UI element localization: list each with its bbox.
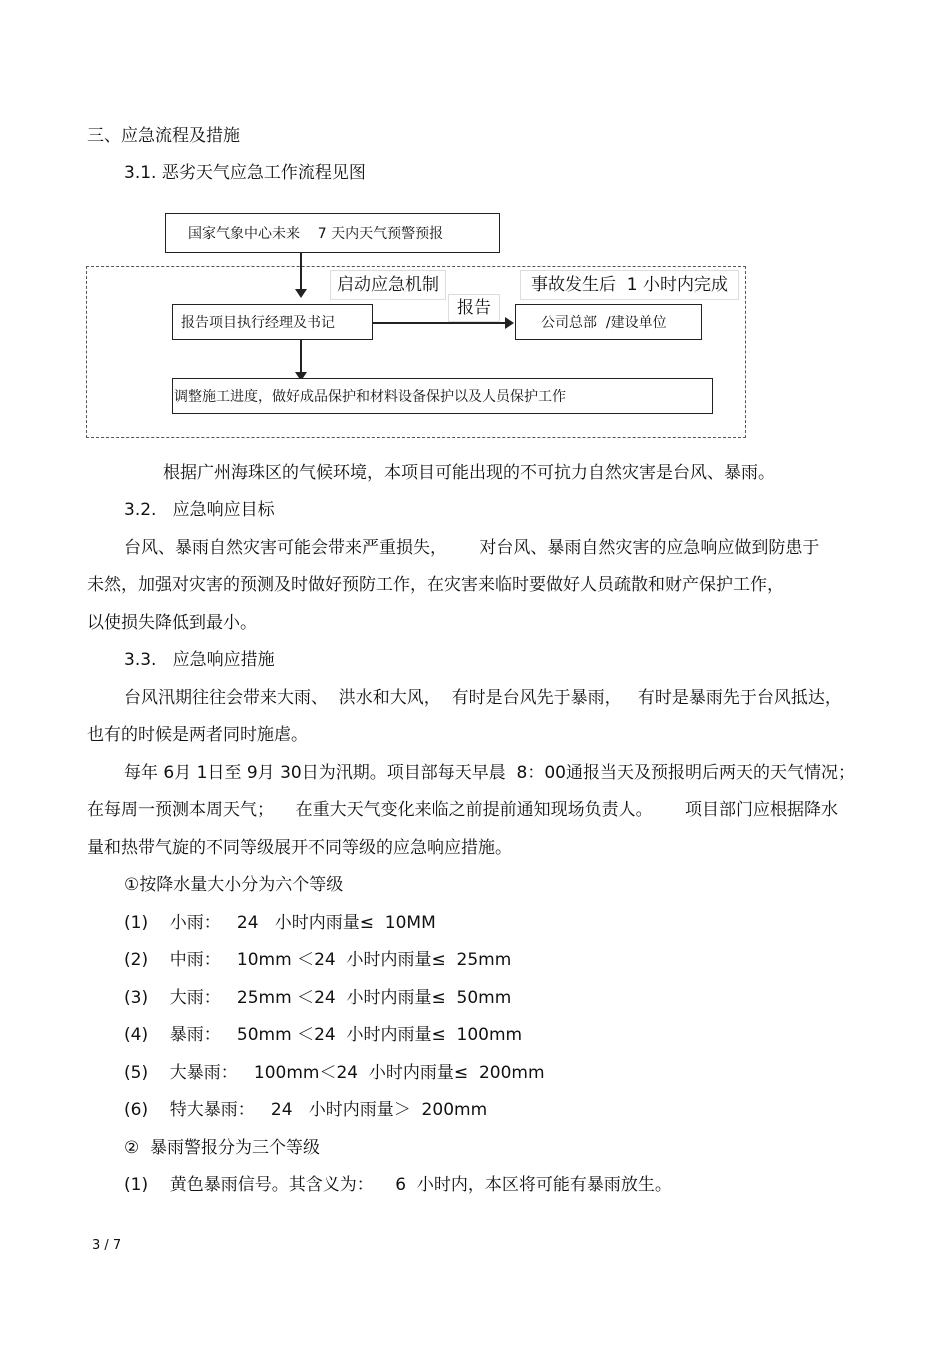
s33-line-2: 也有的时候是两者同时施虐。 [87, 725, 308, 745]
flow-box-headquarters: 公司总部 /建设单位 [515, 304, 702, 340]
s33-line-5: 量和热带气旋的不同等级展开不同等级的应急响应措施。 [87, 838, 512, 858]
flow-label-deadline: 事故发生后 1 小时内完成 [520, 270, 739, 300]
arrow-down-1 [300, 253, 302, 290]
rain-levels-heading: ①按降水量大小分为六个等级 [124, 875, 344, 895]
arrow-right [373, 322, 506, 324]
rain-level-item: (2) 中雨： 10mm ＜24 小时内雨量≤ 25mm [124, 950, 512, 970]
s33-line-3: 每年 6月 1日至 9月 30日为汛期。项目部每天早晨 8：00通报当天及预报明后两天的天气情况； [124, 763, 855, 783]
s33-line-1: 台风汛期往往会带来大雨、 洪水和大风， 有时是台风先于暴雨， 有时是暴雨先于台风抵达， [124, 688, 842, 708]
flow-box-adjust-progress: 调整施工进度，做好成品保护和材料设备保护以及人员保护工作 [172, 378, 713, 414]
rain-level-item: (4) 暴雨： 50mm ＜24 小时内雨量≤ 100mm [124, 1025, 523, 1045]
flow-label-start: 启动应急机制 [330, 270, 446, 300]
s32-line-1: 台风、暴雨自然灾害可能会带来严重损失， 对台风、暴雨自然灾害的应急响应做到防患于 [124, 538, 820, 558]
s32-line-2: 未然，加强对灾害的预测及时做好预防工作，在灾害来临时要做好人员疏散和财产保护工作， [87, 575, 784, 595]
rain-level-item: (6) 特大暴雨： 24 小时内雨量＞ 200mm [124, 1100, 488, 1120]
paragraph-climate: 根据广州海珠区的气候环境，本项目可能出现的不可抗力自然灾害是台风、暴雨。 [163, 463, 775, 483]
rain-level-item: (1) 小雨： 24 小时内雨量≤ 10MM [124, 913, 436, 933]
s32-line-3: 以使损失降低到最小。 [87, 613, 257, 633]
section-heading: 三、应急流程及措施 [87, 126, 240, 146]
s33-line-4: 在每周一预测本周天气； 在重大天气变化来临之前提前通知现场负责人。 项目部门应根据降水 [87, 800, 839, 820]
arrow-down-2 [300, 340, 302, 373]
flow-box-weather-forecast: 国家气象中心未来 7 天内天气预警预报 [165, 213, 500, 253]
subsection-3-1-heading: 3.1. 恶劣天气应急工作流程见图 [124, 163, 366, 183]
flow-box-report-manager: 报告项目执行经理及书记 [172, 304, 373, 340]
flow-label-report: 报告 [448, 294, 500, 322]
warning-levels-heading: ② 暴雨警报分为三个等级 [124, 1138, 321, 1158]
subsection-3-3-heading: 3.3. 应急响应措施 [124, 650, 275, 670]
rain-level-item: (5) 大暴雨： 100mm＜24 小时内雨量≤ 200mm [124, 1063, 545, 1083]
warning-level-item: (1) 黄色暴雨信号。其含义为： 6 小时内，本区将可能有暴雨放生。 [124, 1175, 672, 1195]
subsection-3-2-heading: 3.2. 应急响应目标 [124, 500, 275, 520]
rain-level-item: (3) 大雨： 25mm ＜24 小时内雨量≤ 50mm [124, 988, 512, 1008]
page-number: 3 / 7 [92, 1238, 122, 1253]
